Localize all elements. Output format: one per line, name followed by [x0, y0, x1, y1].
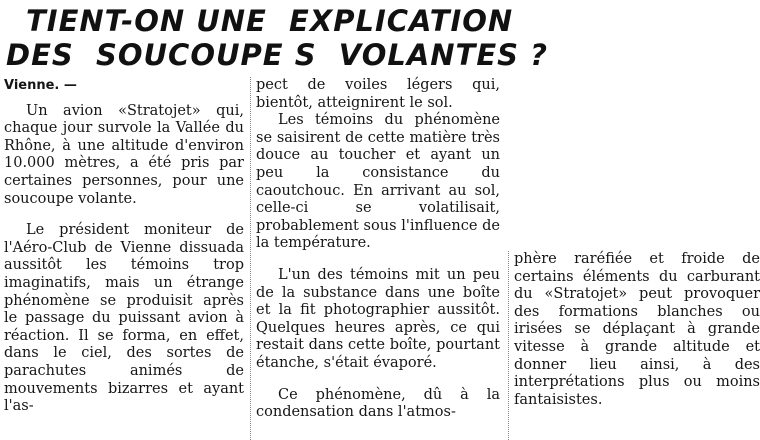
dateline: Vienne. —: [4, 78, 77, 93]
paragraph: Ce phénomène, dû à la condensation dans l'atmos-: [256, 386, 500, 421]
article-column-1: [4, 77, 244, 416]
headline-line-1: TIENT-ON UNE EXPLICATION: [26, 4, 514, 38]
paragraph: L'un des témoins mit un peu de la substance dans une boîte et la fit photographier aussitôt. Quelques heures après, ce qui restait dans cette boîte, pourtant étanche, s'était évaporé.: [256, 266, 500, 371]
paragraph: pect de voiles légers qui, bientôt, atteignirent le sol.: [256, 77, 500, 111]
column-divider: [250, 77, 252, 440]
article-column-3: [514, 251, 760, 409]
paragraph: Les témoins du phénomène se saisirent de cette matière très douce au toucher et ayant un peu la consistance du caoutchouc. En arrivant au sol, celle-ci se volatilisait, probablement sous l'influence de la température.: [256, 112, 500, 252]
paragraph: Un avion «Stratojet» qui, chaque jour survole la Vallée du Rhône, à une altitude d'environ 10.000 mètres, a été pris par certaines personnes, pour une soucoupe volante.: [4, 102, 244, 207]
column-divider: [508, 251, 510, 440]
article-column-2: [256, 77, 500, 422]
headline-line-2: DES SOUCOUPE S VOLANTES ?: [6, 38, 548, 72]
paragraph: phère raréfiée et froide de certains éléments du carburant du «Stratojet» peut provoquer des formations blanches ou irisées se déplaçant à grande vitesse à grande altitude et donner lieu ainsi, à des interprétations plus ou moins fantaisistes.: [514, 251, 760, 408]
article-headline: [0, 0, 548, 80]
paragraph: Le président moniteur de l'Aéro-Club de Vienne dissuada aussitôt les témoins trop imaginatifs, mais un étrange phénomène se produisit après le passage du puissant avion à réaction. Il se forma, en effet, dans le ciel, des sortes de parachutes animés de mouvements bizarres et ayant l'as-: [4, 222, 244, 415]
